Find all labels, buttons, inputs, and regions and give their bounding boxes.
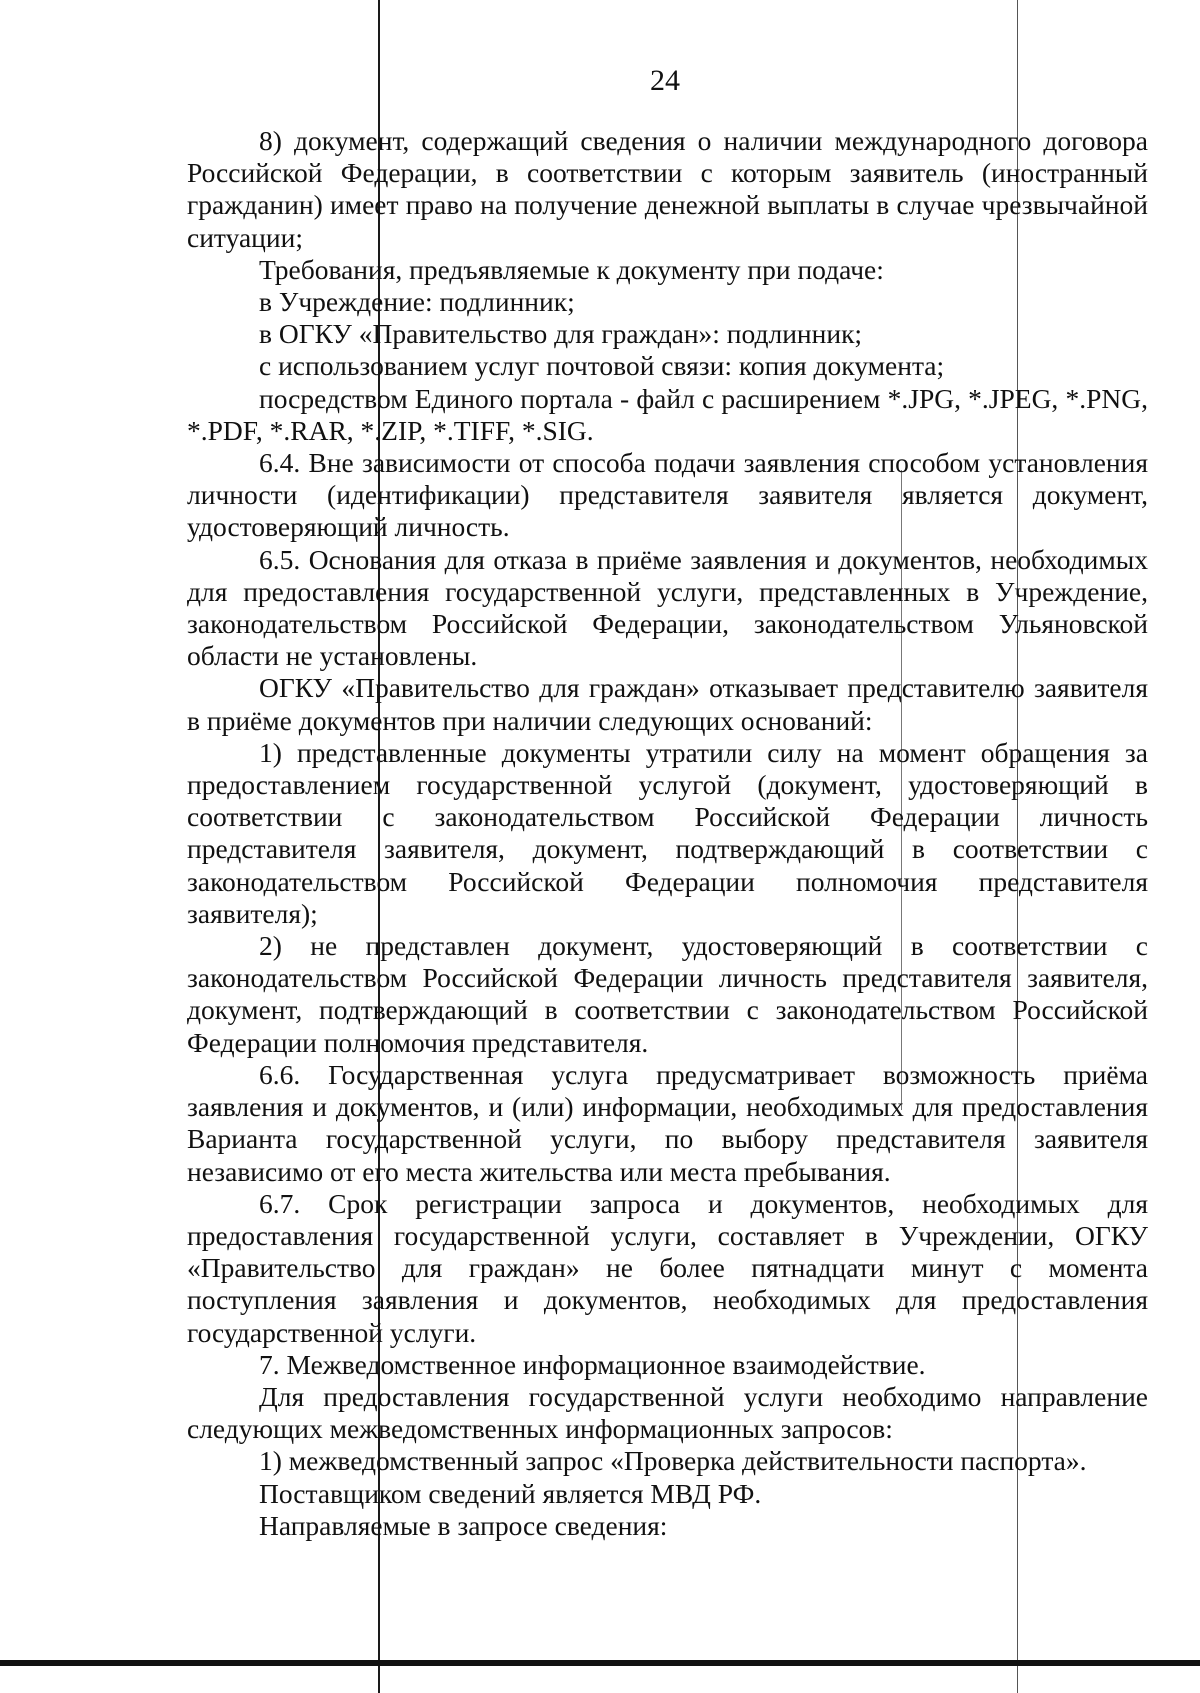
paragraph-requirements: Требования, предъявляемые к документу при подаче: xyxy=(259,253,884,285)
bottom-edge xyxy=(0,1660,1200,1666)
paragraph-item-8: 8) документ, содержащий сведения о наличии международного договора Российской Федерации, в соответствии с которым заявитель (иностранный гражданин) имеет право на получение денежной выплаты в случае чрезвычайной ситуации; xyxy=(187,125,1148,253)
paragraph-ogku-refusal: ОГКУ «Правительство для граждан» отказывает представителю заявителя в приёме документов при наличии следующих оснований: xyxy=(187,672,1148,736)
paragraph-postal: с использованием услуг почтовой связи: копия документа; xyxy=(259,350,945,382)
paragraph-ogku: в ОГКУ «Правительство для граждан»: подлинник; xyxy=(259,318,863,350)
paragraph-7: 7. Межведомственное информационное взаимодействие. xyxy=(259,1348,926,1380)
paragraph-refusal-1: 1) представленные документы утратили силу на момент обращения за предоставлением государственной услугой (документ, удостоверяющий в соответствии с законодательством Российской Федерации личность представителя заявителя, документ, подтверждающий в соответствии с законодательством Российской Федерации полномочия представителя заявителя); xyxy=(187,736,1148,929)
paragraph-6-6: 6.6. Государственная услуга предусматривает возможность приёма заявления и документов, и (или) информации, необходимых для предоставления Варианта государственной услуги, по выбору представителя заявителя независимо от его места жительства или места пребывания. xyxy=(187,1058,1148,1187)
paragraph-6-4: 6.4. Вне зависимости от способа подачи заявления способом установления личности (идентификации) представителя заявителя является документ, удостоверяющий личность. xyxy=(187,447,1148,543)
paragraph-6-5: 6.5. Основания для отказа в приёме заявления и документов, необходимых для предоставления государственной услуги, представленных в Учреждение, законодательством Российской Федерации, законодательством Ульяновской области не установлены. xyxy=(187,543,1148,672)
paragraph-provider: Поставщиком сведений является МВД РФ. xyxy=(259,1477,762,1509)
paragraph-sent-info: Направляемые в запросе сведения: xyxy=(259,1509,668,1541)
paragraph-6-7: 6.7. Срок регистрации запроса и документов, необходимых для предоставления государственной услуги, составляет в Учреждении, ОГКУ «Правительство для граждан» не более пятнадцати минут с момента поступления заявления и документов, необходимых для предоставления государственной услуги. xyxy=(187,1187,1148,1348)
paragraph-requests: Для предоставления государственной услуги необходимо направление следующих межведомственных информационных запросов: xyxy=(187,1380,1148,1445)
paragraph-refusal-2: 2) не представлен документ, удостоверяющий в соответствии с законодательством Российской Федерации личность представителя заявителя, документ, подтверждающий в соответствии с законодательством Российской Федерации полномочия представителя. xyxy=(187,930,1148,1058)
paragraph-institution: в Учреждение: подлинник; xyxy=(259,286,575,318)
document-body xyxy=(187,125,1148,1542)
paragraph-request-1: 1) межведомственный запрос «Проверка действительности паспорта». xyxy=(259,1445,1087,1477)
paragraph-portal: посредством Единого портала - файл с расширением *.JPG, *.JPEG, *.PNG, *.PDF, *.RAR, *.ZIP, *.TIFF, *.SIG. xyxy=(187,382,1148,446)
page-number: 24 xyxy=(650,64,680,97)
